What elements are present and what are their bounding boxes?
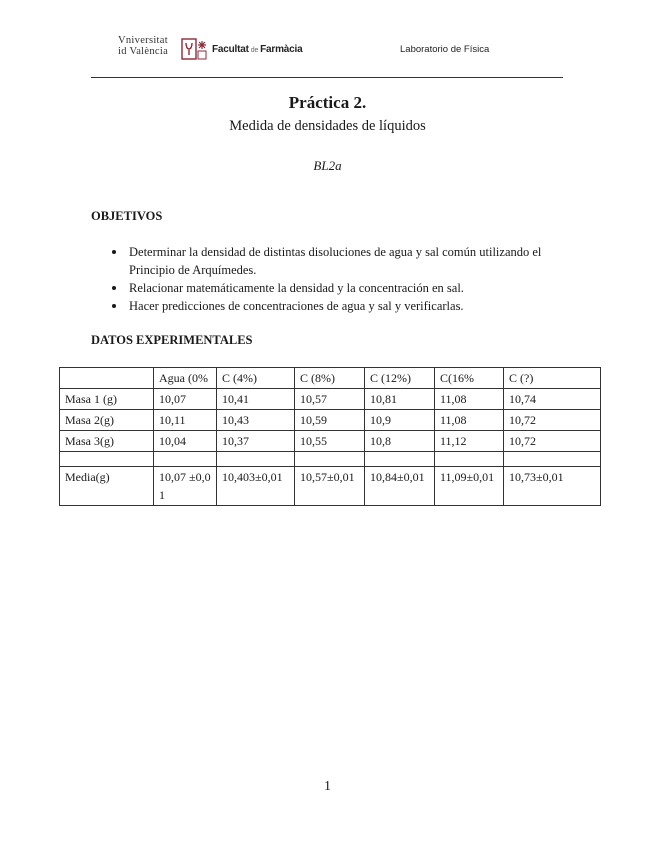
table-cell: 11,08 (435, 389, 504, 410)
table-cell (60, 452, 154, 467)
table-header-cell: C (8%) (295, 368, 365, 389)
data-heading: DATOS EXPERIMENTALES (91, 333, 253, 347)
table-cell: Masa 1 (g) (60, 389, 154, 410)
table-cell: 10,74 (504, 389, 601, 410)
table-cell: 10,55 (295, 431, 365, 452)
table-cell: 10,43 (217, 410, 295, 431)
table-header-row (60, 368, 601, 389)
faculty-name (212, 44, 302, 55)
table-cell: 10,72 (504, 410, 601, 431)
university-logo-line1: Vniversitat (118, 35, 168, 46)
university-logo (118, 35, 180, 57)
page-header (0, 0, 655, 80)
table-cell: 11,12 (435, 431, 504, 452)
table-cell (154, 452, 217, 467)
table-header-cell: Agua (0% (154, 368, 217, 389)
table-cell: 10,403±0,01 (217, 467, 295, 506)
page-number: 1 (324, 779, 331, 794)
header-divider (91, 77, 563, 78)
table-cell: 10,59 (295, 410, 365, 431)
objectives-heading: OBJETIVOS (91, 209, 163, 223)
table-row (60, 467, 601, 506)
table-cell: Media(g) (60, 467, 154, 506)
table-cell: 10,84±0,01 (365, 467, 435, 506)
objective-item (111, 279, 581, 297)
table-row (60, 410, 601, 431)
bullet-icon (112, 304, 116, 308)
table-cell: 11,08 (435, 410, 504, 431)
table-row (60, 389, 601, 410)
table-cell: 10,04 (154, 431, 217, 452)
table-cell: 11,09±0,01 (435, 467, 504, 506)
table-cell: 10,07 (154, 389, 217, 410)
objective-text: Hacer predicciones de concentraciones de agua y sal y verificarlas. (129, 299, 464, 313)
faculty-de: de (250, 47, 259, 54)
table-cell: 10,57±0,01 (295, 467, 365, 506)
table-cell: Masa 3(g) (60, 431, 154, 452)
table-cell: 10,41 (217, 389, 295, 410)
objective-item (111, 297, 581, 315)
table-cell: 10,57 (295, 389, 365, 410)
table-cell: Masa 2(g) (60, 410, 154, 431)
table-cell: 10,07 ±0,01 (154, 467, 217, 506)
table-cell: 10,8 (365, 431, 435, 452)
table-cell (295, 452, 365, 467)
table-cell: 10,72 (504, 431, 601, 452)
table-cell: 10,11 (154, 410, 217, 431)
bullet-icon (112, 286, 116, 290)
faculty-subject: Farmàcia (260, 44, 303, 55)
faculty-word: Facultat (212, 44, 249, 55)
university-logo-line2: id València (118, 46, 169, 57)
table-cell (365, 452, 435, 467)
table-cell (435, 452, 504, 467)
table-cell: 10,9 (365, 410, 435, 431)
faculty-emblem-icon (181, 37, 209, 61)
page-subtitle: Medida de densidades de líquidos (229, 118, 426, 134)
page-title: Práctica 2. (288, 93, 367, 112)
objective-text: Relacionar matemáticamente la densidad y la concentración en sal. (129, 281, 464, 295)
objectives-list (111, 243, 581, 315)
practice-code: BL2a (313, 158, 342, 173)
bullet-icon (112, 250, 116, 254)
lab-title: Laboratorio de Física (400, 44, 490, 55)
table-header-cell: C (12%) (365, 368, 435, 389)
table-header-cell: C (?) (504, 368, 601, 389)
table-header-cell (60, 368, 154, 389)
table-row (60, 431, 601, 452)
objective-text: Determinar la densidad de distintas disoluciones de agua y sal común utilizando el Principio de Arquímedes. (129, 245, 542, 277)
table-cell: 10,37 (217, 431, 295, 452)
table-header-cell: C (4%) (217, 368, 295, 389)
table-header-cell: C(16% (435, 368, 504, 389)
experimental-data-table (59, 367, 601, 506)
table-cell (504, 452, 601, 467)
objective-item (111, 243, 581, 279)
table-cell: 10,73±0,01 (504, 467, 601, 506)
table-row-empty (60, 452, 601, 467)
table-cell (217, 452, 295, 467)
table-cell: 10,81 (365, 389, 435, 410)
